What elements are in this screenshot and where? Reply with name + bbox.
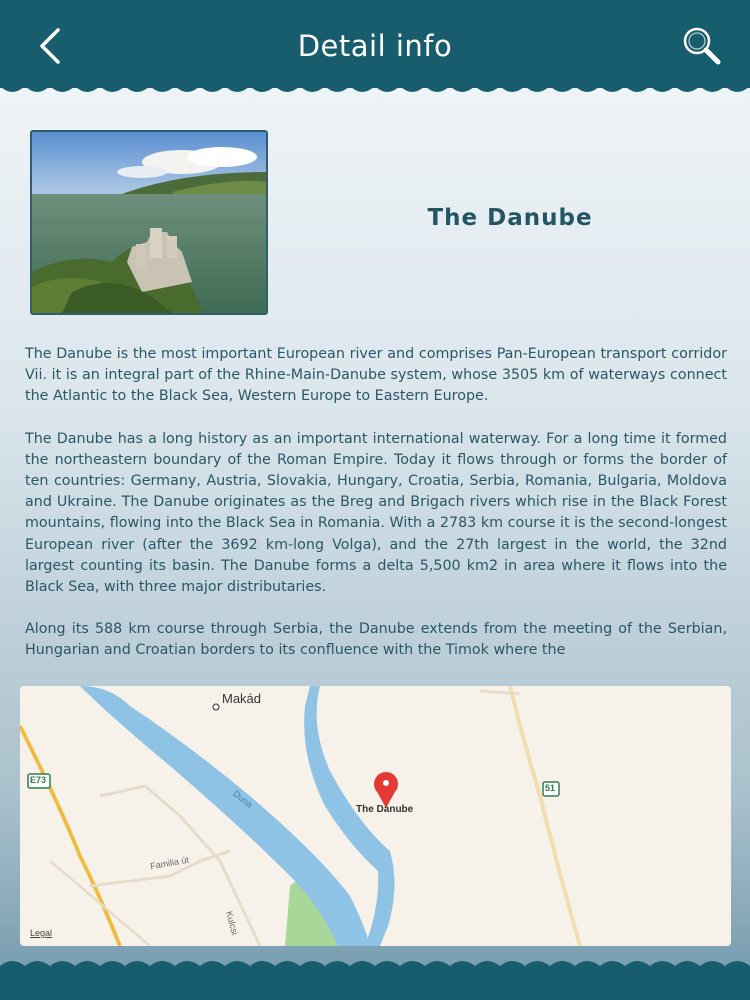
map-street-label: Familia út [149,854,190,872]
description-paragraph: Along its 588 km course through Serbia, the Danube extends from the meeting of the Serbian, Hungarian and Croatian borders to its confluence with the Timok where the [25,621,727,659]
search-icon [680,24,724,68]
map-town-label: Makád [222,691,262,706]
description-paragraph: The Danube has a long history as an important international waterway. For a long time it formed the northeastern boundary of the Roman Empire. Today it flows through or forms the border of ten countries: Germany, Austria, Slovakia, Hungary, Croatia, Serbia, Romania, Bulgaria, Moldova and Ukraine. The Danube originates as the Breg and Brigach rivers which rise in the Black Forest mountains, flowing into the Black Sea in Romania. With a 2783 km course it is the second-longest European river (after the 3692 km-long Volga), and the 27th largest in the world, the 32nd largest counting its basin. The Danube forms a delta 5,500 km2 in area where it flows into the Black Sea, with three major distributaries. [25,430,727,596]
map-canvas[interactable] [20,686,731,946]
search-button[interactable] [680,24,724,68]
map-street-label: Kulcsi [224,910,240,936]
place-photo [30,130,268,315]
map-road-51: 51 [545,783,556,793]
description-paragraph: The Danube is the most important European river and comprises Pan-European transport corridor Vii. it is an integral part of the Rhine-Main-Danube system, whose 3505 km of waterways connect the Atlantic to the Black Sea, Western Europe to Eastern Europe. [25,346,727,405]
map-pin-icon[interactable] [374,772,402,808]
location-map[interactable] [20,686,731,946]
footer-wave [0,958,750,1000]
page-title: Detail info [297,29,453,63]
description-text [25,344,727,683]
map-pin-label: The Danube [356,804,414,815]
place-title: The Danube [427,205,593,231]
map-road-e73: E73 [30,775,47,785]
map-river-label: Duna [231,788,255,810]
map-legal-link[interactable]: Legal [30,928,53,938]
